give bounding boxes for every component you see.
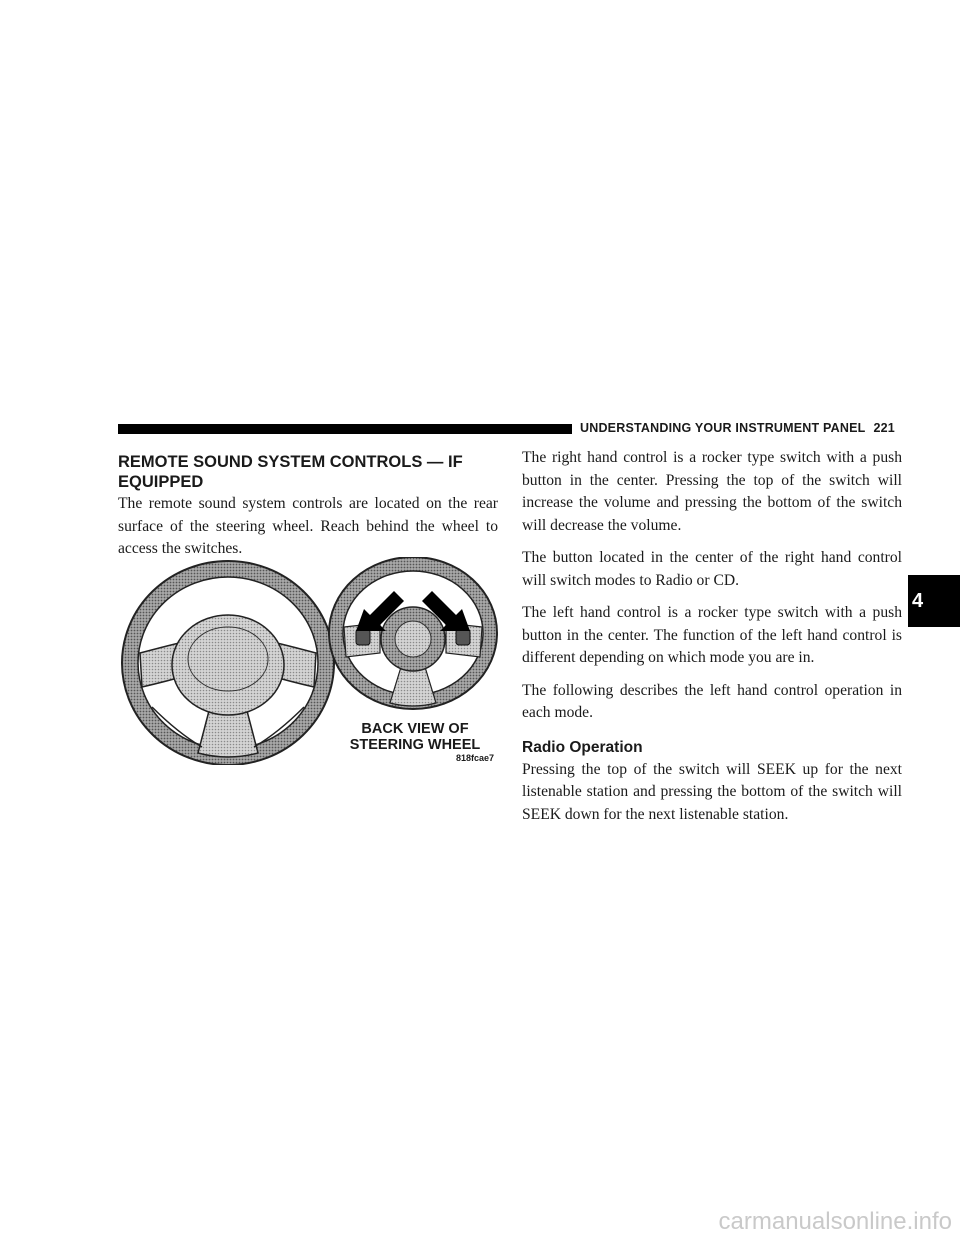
header-rule xyxy=(118,424,572,434)
chapter-tab: 4 xyxy=(908,575,960,627)
paragraph-right-control: The right hand control is a rocker type switch with a push button in the center. Pressing the top of the switch will increase the volume and pressing the bottom of the switch will decrease the volume. xyxy=(522,449,902,534)
intro-paragraph: The remote sound system controls are located on the rear surface of the steering wheel. Reach behind the wheel to access the switches. xyxy=(118,495,498,557)
paragraph-mode-intro: The following describes the left hand control operation in each mode. xyxy=(522,681,902,721)
front-wheel-icon xyxy=(122,561,334,765)
section-title: REMOTE SOUND SYSTEM CONTROLS — IF EQUIPPED xyxy=(118,453,463,491)
paragraph-left-control: The left hand control is a rocker type switch with a push button in the center. The function of the left hand control is different depending on which mode you are in. xyxy=(522,604,902,666)
page-number: 221 xyxy=(873,421,895,435)
paragraph-radio-operation: Pressing the top of the switch will SEEK up for the next listenable station and pressing the bottom of the switch will SEEK down for the next listenable station. xyxy=(522,760,902,823)
running-header xyxy=(580,421,895,435)
figure-caption-line1: BACK VIEW OF xyxy=(361,721,469,737)
watermark: carmanualsonline.info xyxy=(718,1208,952,1235)
back-wheel-icon xyxy=(329,557,497,709)
figure-caption-line2: STEERING WHEEL xyxy=(349,737,481,753)
subheading-radio-operation: Radio Operation xyxy=(522,738,643,756)
steering-wheel-figure xyxy=(118,557,498,765)
header-title: UNDERSTANDING YOUR INSTRUMENT PANEL xyxy=(580,421,866,435)
right-column xyxy=(522,447,902,836)
paragraph-center-button: The button located in the center of the right hand control will switch modes to Radio or CD. xyxy=(522,549,902,589)
figure-code: 818fcae7 xyxy=(455,753,494,763)
figure-caption xyxy=(332,721,498,753)
